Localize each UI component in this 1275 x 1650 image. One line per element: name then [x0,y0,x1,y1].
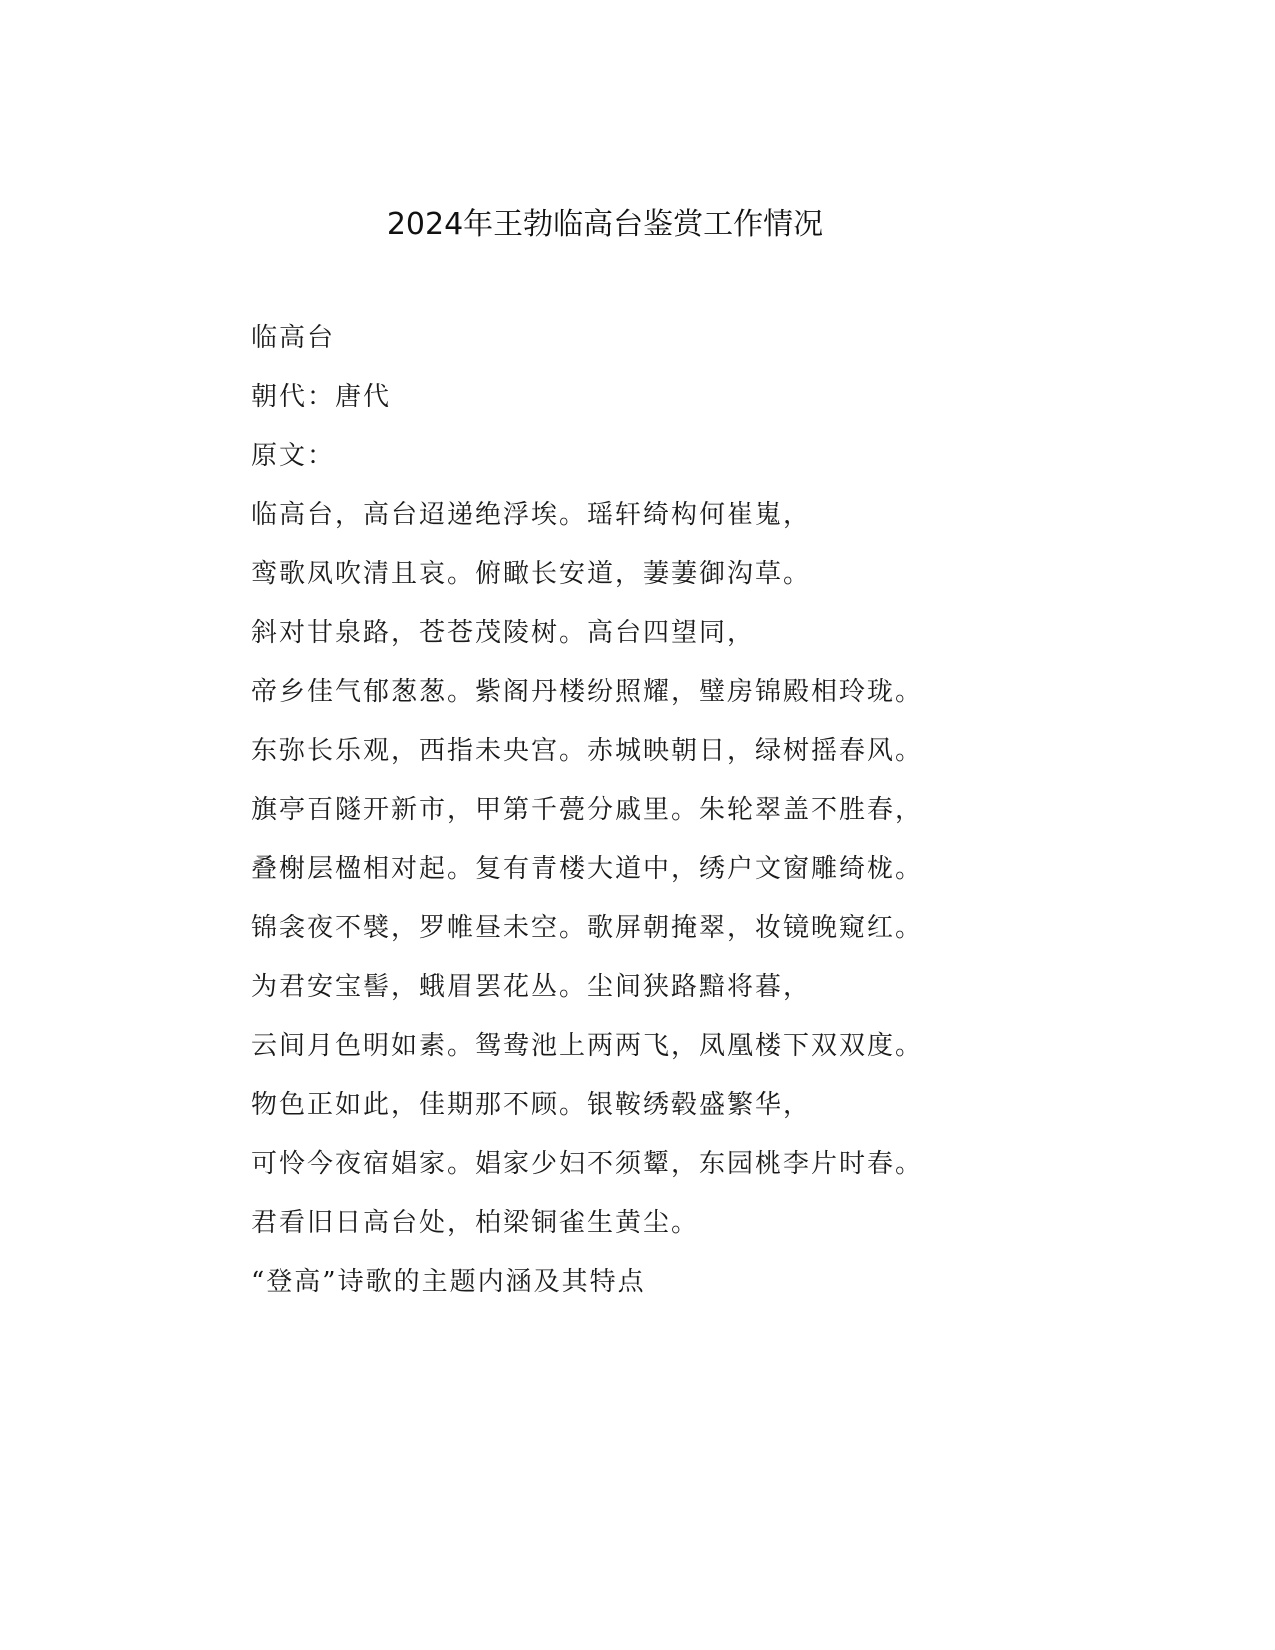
poem-line: 云间月色明如素。鸳鸯池上两两飞，凤凰楼下双双度。 [251,1031,924,1061]
document-title: 2024年王勃临高台鉴赏工作情况 [386,207,824,242]
poem-line: 斜对甘泉路，苍苍茂陵树。高台四望同， [251,618,756,648]
poem-line: 叠榭层楹相对起。复有青楼大道中，绣户文窗雕绮栊。 [251,854,924,884]
original-text-label: 原文： [251,441,336,471]
section-heading: “登高”诗歌的主题内涵及其特点 [251,1267,646,1297]
poem-line: 帝乡佳气郁葱葱。紫阁丹楼纷照耀，璧房锦殿相玲珑。 [251,677,924,707]
dynasty-line: 朝代：唐代 [251,382,392,412]
poem-line: 临高台，高台迢递绝浮埃。瑶轩绮构何崔嵬， [251,500,812,530]
poem-line: 君看旧日高台处，柏梁铜雀生黄尘。 [251,1208,700,1238]
document-body [251,318,951,1321]
poem-title: 临高台 [251,323,336,353]
poem-line: 东弥长乐观，西指未央宫。赤城映朝日，绿树摇春风。 [251,736,924,766]
poem-line: 可怜今夜宿娼家。娼家少妇不须颦，东园桃李片时春。 [251,1149,924,1179]
poem-line: 锦衾夜不襞，罗帷昼未空。歌屏朝掩翠，妆镜晚窥红。 [251,913,924,943]
poem-line: 物色正如此，佳期那不顾。银鞍绣毂盛繁华， [251,1090,812,1120]
poem-line: 为君安宝髻，蛾眉罢花丛。尘间狭路黯将暮， [251,972,812,1002]
poem-line: 鸾歌凤吹清且哀。俯瞰长安道，萋萋御沟草。 [251,559,812,589]
poem-line: 旗亭百隧开新市，甲第千甍分戚里。朱轮翠盖不胜春， [251,795,924,825]
